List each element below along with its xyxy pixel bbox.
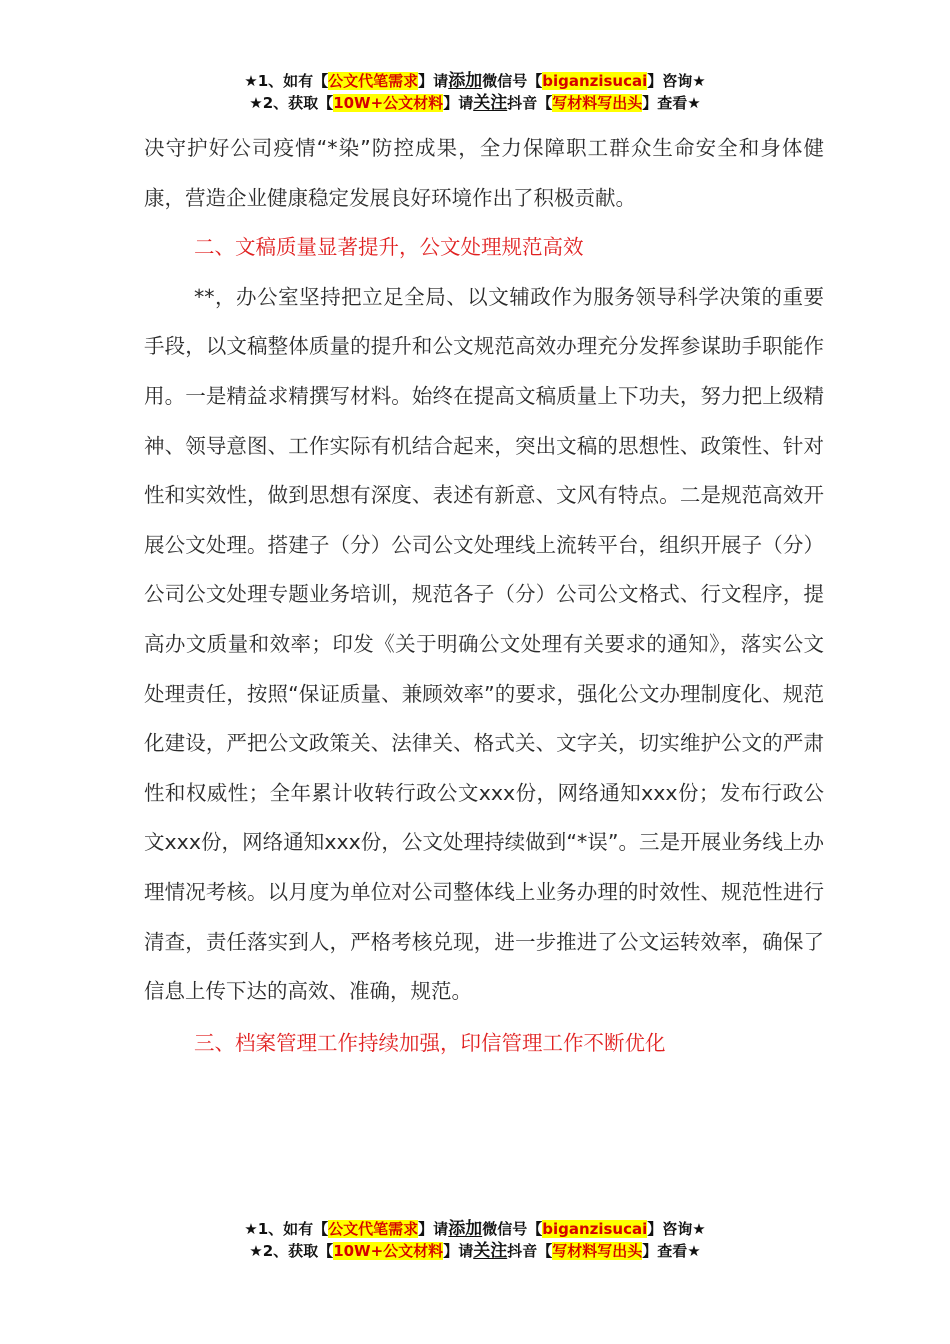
banner-line-1 — [0, 70, 950, 92]
emphasis-follow: 关注 — [473, 1241, 508, 1261]
paragraph-section-2: **，办公室坚持把立足全局、以文辅政作为服务领导科学决策的重要手段，以文稿整体质量的提升和公文规范高效办理充分发挥参谋助手职能作用。一是精益求精撰写材料。始终在提高文稿质量上下功夫，努力把上级精神、领导意图、工作实际有机结合起来，突出文稿的思想性、政策性、针对性和实效性，做到思想有深度、表述有新意、文风有特点。二是规范高效开展公文处理。搭建子（分）公司公文处理线上流转平台，组织开展子（分）公司公文处理专题业务培训，规范各子（分）公司公文格式、行文程序，提高办文质量和效率；印发《关于明确公文处理有关要求的通知》，落实公文处理责任，按照“保证质量、兼顾效率”的要求，强化公文办理制度化、规范化建设，严把公文政策关、法律关、格式关、文字关，切实维护公文的严肃性和权威性；全年累计收转行政公文xxx份，网络通知xxx份；发布行政公文xxx份，网络通知xxx份，公文处理持续做到“*误”。三是开展业务线上办理情况考核。以月度为单位对公司整体线上业务办理的时效性、规范性进行清查，责任落实到人，严格考核兑现，进一步推进了公文运转效率，确保了信息上传下达的高效、准确，规范。 — [144, 284, 824, 1004]
banner-text: 抖音【 — [507, 94, 553, 112]
banner-text: 抖音【 — [507, 1242, 553, 1260]
banner-line-2 — [0, 92, 950, 114]
banner-text: 】查看★ — [642, 1242, 701, 1260]
banner-text: 】请 — [443, 1242, 474, 1260]
section-heading-3: 三、档案管理工作持续加强，印信管理工作不断优化 — [194, 1030, 666, 1055]
highlight-materials: 10W+公文材料 — [333, 94, 444, 112]
banner-text: 】请 — [418, 1220, 449, 1238]
header-banner — [0, 70, 950, 114]
banner-text: 】请 — [443, 94, 474, 112]
highlight-materials: 10W+公文材料 — [333, 1242, 444, 1260]
document-body — [144, 124, 824, 1068]
banner-text: 微信号【 — [482, 1220, 543, 1238]
banner-text: 微信号【 — [482, 72, 543, 90]
banner-line-1 — [0, 1218, 950, 1240]
emphasis-add: 添加 — [448, 1219, 483, 1239]
banner-text: 】咨询★ — [647, 1220, 706, 1238]
banner-text: ★1、如有【 — [244, 72, 329, 90]
paragraph-continued: 决守护好公司疫情“*染”防控成果，全力保障职工群众生命安全和身体健康，营造企业健康稳定发展良好环境作出了积极贡献。 — [144, 136, 824, 210]
banner-text: 】查看★ — [642, 94, 701, 112]
banner-line-2 — [0, 1240, 950, 1262]
highlight-douyin-account: 写材料写出头 — [552, 94, 643, 112]
highlight-service: 公文代笔需求 — [328, 1220, 419, 1238]
banner-text: 】咨询★ — [647, 72, 706, 90]
banner-text: ★1、如有【 — [244, 1220, 329, 1238]
highlight-douyin-account: 写材料写出头 — [552, 1242, 643, 1260]
banner-text: ★2、获取【 — [249, 1242, 334, 1260]
emphasis-follow: 关注 — [473, 93, 508, 113]
emphasis-add: 添加 — [448, 71, 483, 91]
banner-text: ★2、获取【 — [249, 94, 334, 112]
section-heading-2: 二、文稿质量显著提升，公文处理规范高效 — [194, 235, 584, 260]
highlight-wechat-id: biganzisucai — [542, 72, 648, 90]
highlight-wechat-id: biganzisucai — [542, 1220, 648, 1238]
highlight-service: 公文代笔需求 — [328, 72, 419, 90]
banner-text: 】请 — [418, 72, 449, 90]
footer-banner — [0, 1218, 950, 1262]
